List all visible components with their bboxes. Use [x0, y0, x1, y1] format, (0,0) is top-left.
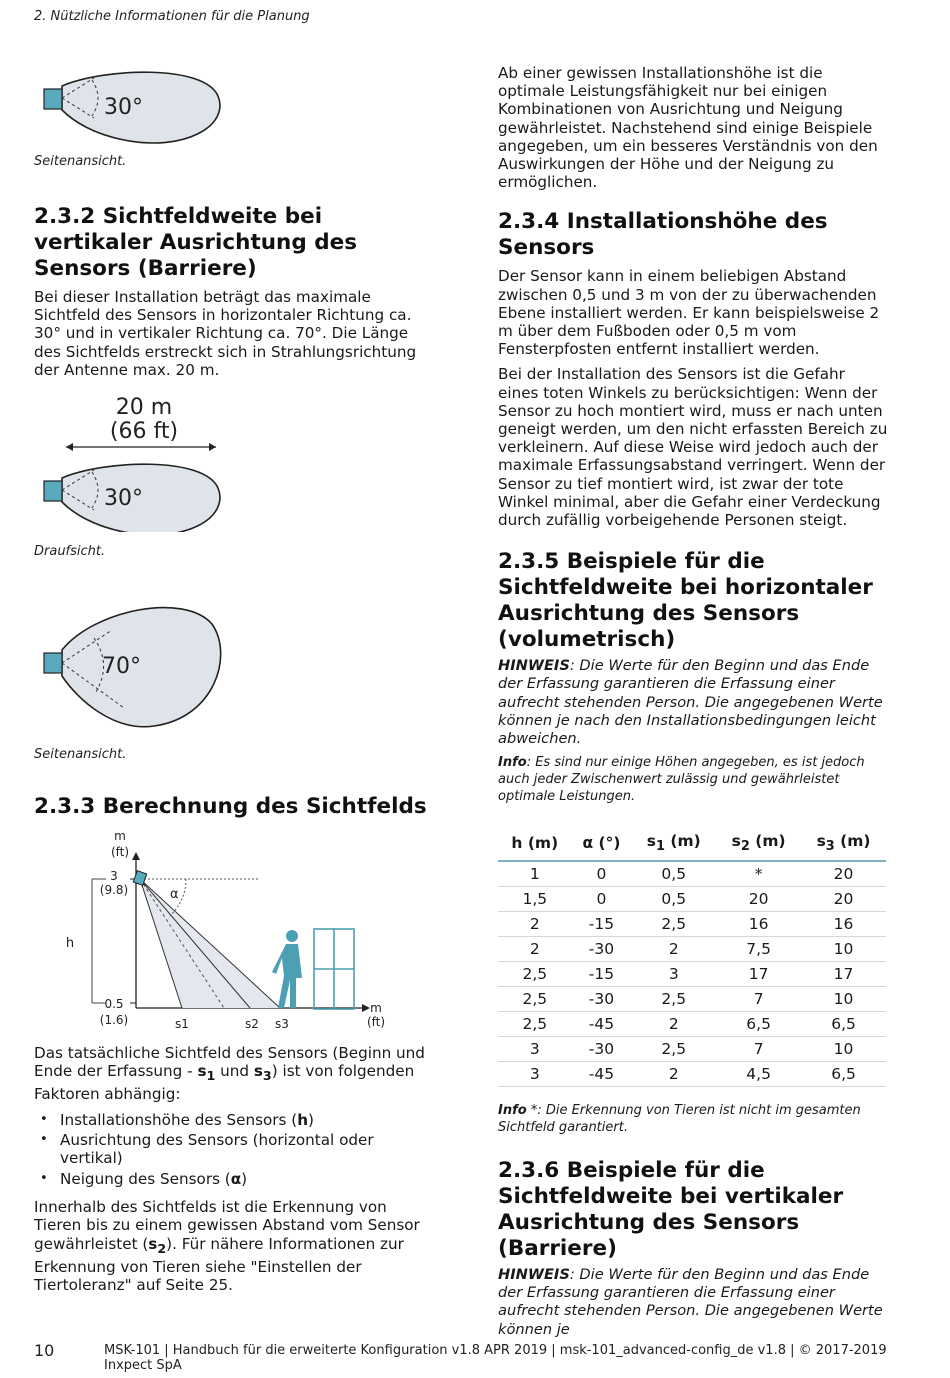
table-row: 3 -45 2 4,5 6,5	[498, 1061, 886, 1086]
field-calculation-diagram	[34, 828, 394, 1034]
right-column-bottom	[498, 1102, 890, 1339]
sensor-icon	[44, 481, 62, 501]
table-header: $s_1$ (m)	[631, 826, 716, 861]
table-row: 1 0 0,5 * 20	[498, 861, 886, 886]
list-item: • Ausrichtung des Sensors (horizontal oder vertikal)	[60, 1131, 426, 1168]
factors-list	[60, 1111, 426, 1189]
table-row: 2,5 -15 3 17 17	[498, 961, 886, 986]
angle-label: 70°	[102, 654, 141, 679]
table-header: $s_2$ (m)	[716, 826, 801, 861]
top-view-diagram	[34, 392, 254, 532]
window-icon	[314, 929, 354, 1009]
y-tick-label-bottom: 0.5	[104, 997, 124, 1011]
right-column-top	[498, 64, 890, 805]
caption-side-view-1: Seitenansicht.	[34, 154, 127, 169]
angle-label: 30°	[104, 486, 143, 511]
x-axis-unit: m	[370, 1001, 382, 1015]
table-header-row	[498, 826, 886, 861]
caption-top-view: Draufsicht.	[34, 544, 106, 559]
s2-label: s2	[245, 1017, 259, 1031]
section-2-3-3-text	[34, 1044, 426, 1301]
section-body-2-3-4-a: Der Sensor kann in einem beliebigen Abstand zwischen 0,5 und 3 m von der zu überwachenden Ebene installiert werden. Er kann beispielsweise 2 m über dem Fußboden oder 0,5 m vom Fensterpfosten entfernt installiert werden.	[498, 267, 880, 359]
section-title-2-3-3: 2.3.3 Berechnung des Sichtfelds	[34, 794, 427, 819]
sensor-icon	[44, 653, 62, 673]
footer-text: MSK-101 | Handbuch für die erweiterte Konfiguration v1.8 APR 2019 | msk-101_advanced-config_de v1.8 | © 2017-2019 Inxpect SpA	[104, 1343, 887, 1373]
angle-label: 30°	[104, 95, 143, 120]
section-2-3-2	[34, 204, 426, 386]
table-row: 2 -30 2 7,5 10	[498, 936, 886, 961]
table-row: 2,5 -30 2,5 7 10	[498, 986, 886, 1011]
height-label: h	[65, 936, 75, 951]
y-axis-unit: m	[114, 829, 126, 843]
y-axis-unit-ft: (ft)	[110, 845, 130, 859]
factors-intro: Das tatsächliche Sichtfeld des Sensors (Beginn und Ende der Erfassung - $s_1$ und $s_3$) ist von folgenden Faktoren abhängig:	[34, 1044, 425, 1104]
distance-label-ft: (66 ft)	[109, 419, 179, 444]
distance-label: 20 m	[115, 395, 173, 420]
field-lobe	[62, 608, 221, 727]
section-title-2-3-6: 2.3.6 Beispiele für die Sichtfeldweite bei vertikaler Ausrichtung des Sensors (Barriere)	[498, 1158, 844, 1261]
table-header: h (m)	[498, 826, 572, 861]
note-2-3-5: HINWEIS: Die Werte für den Beginn und das Ende der Erfassung garantieren die Erfassung einer aufrecht stehenden Person. Die angegebenen Werte können je nach den Installationsbedingungen leicht abweichen.	[498, 657, 883, 748]
list-item: • Installationshöhe des Sensors (h)	[60, 1111, 426, 1129]
y-axis-arrow	[132, 852, 140, 860]
s1-label: s1	[175, 1017, 189, 1031]
table-header: $s_3$ (m)	[801, 826, 886, 861]
section-title-2-3-4: 2.3.4 Installationshöhe des Sensors	[498, 209, 828, 261]
side-view-30-diagram	[34, 66, 234, 152]
y-tick-label-top: 3	[110, 869, 118, 883]
table-row: 1,5 0 0,5 20 20	[498, 886, 886, 911]
info-2-3-5: Info: Es sind nur einige Höhen angegeben, es ist jedoch auch jeder Zwischenwert zulässig und gewährleistet optimale Leistungen.	[498, 755, 865, 805]
x-axis-unit-ft: (ft)	[366, 1015, 386, 1029]
side-view-70-diagram	[34, 600, 234, 740]
y-tick-label-bottom-ft: (1.6)	[99, 1013, 129, 1027]
page-number: 10	[34, 1341, 55, 1360]
table-row: 2,5 -45 2 6,5 6,5	[498, 1011, 886, 1036]
table-row: 2 -15 2,5 16 16	[498, 911, 886, 936]
y-tick-label-top-ft: (9.8)	[99, 883, 129, 897]
detection-range-table	[498, 826, 886, 1087]
intro-paragraph: Ab einer gewissen Installationshöhe ist die optimale Leistungsfähigkeit nur bei einigen Kombinationen von Ausrichtung und Neigung gewährleistet. Nachstehend sind einige Beispiele angegeben, um ein besseres Verständnis von den Auswirkungen der Höhe und der Neigung zu ermöglichen.	[498, 64, 878, 192]
walking-person-icon	[272, 930, 302, 1008]
table-header: α (°)	[572, 826, 632, 861]
note-2-3-6: HINWEIS: Die Werte für den Beginn und das Ende der Erfassung garantieren die Erfassung einer aufrecht stehenden Person. Die angegebenen Werte können je	[498, 1266, 883, 1338]
section-body-2-3-4-b: Bei der Installation des Sensors ist die Gefahr eines toten Winkels zu berücksichtigen: Wenn der Sensor zu hoch montiert wird, muss er nach unten geneigt werden, um den nicht erfassten Bereich zu verkleinern. Auf diese Weise wird jedoch auch der maximale Erfassungsabstand verringert. Wenn der Sensor zu tief montiert wird, ist zwar der tote Winkel minimal, aber die Gefahr einer Verdeckung durch zufällig vorbeigehende Personen steigt.	[498, 365, 888, 530]
list-item: • Neigung des Sensors (α)	[60, 1170, 426, 1188]
caption-side-view-2: Seitenansicht.	[34, 747, 127, 762]
section-title-2-3-5: 2.3.5 Beispiele für die Sichtfeldweite bei horizontaler Ausrichtung des Sensors (volumetrisch)	[498, 549, 873, 653]
alpha-label: α	[170, 887, 179, 902]
table-info-note: Info *: Die Erkennung von Tieren ist nicht im gesamten Sichtfeld garantiert.	[498, 1103, 861, 1135]
table-row: 3 -30 2,5 7 10	[498, 1036, 886, 1061]
s3-label: s3	[275, 1017, 289, 1031]
animal-detection-text: Innerhalb des Sichtfelds ist die Erkennung von Tieren bis zu einem gewissen Abstand vom Sensor gewährleistet $(s_2)$. Für nähere Informationen zur Erkennung von Tieren siehe "Einstellen der Tiertoleranz" auf Seite 25.	[34, 1198, 420, 1295]
section-title-2-3-2: 2.3.2 Sichtfeldweite bei vertikaler Ausrichtung des Sensors (Barriere)	[34, 204, 357, 281]
x-axis-arrow	[362, 1004, 370, 1012]
sensor-icon	[44, 89, 62, 109]
running-header: 2. Nützliche Informationen für die Planung	[34, 9, 310, 24]
section-body-2-3-2: Bei dieser Installation beträgt das maximale Sichtfeld des Sensors in horizontaler Richtung ca. 30° und in vertikaler Richtung ca. 70°. Die Länge des Sichtfelds erstreckt sich in Strahlungsrichtung der Antenne max. 20 m.	[34, 288, 417, 379]
